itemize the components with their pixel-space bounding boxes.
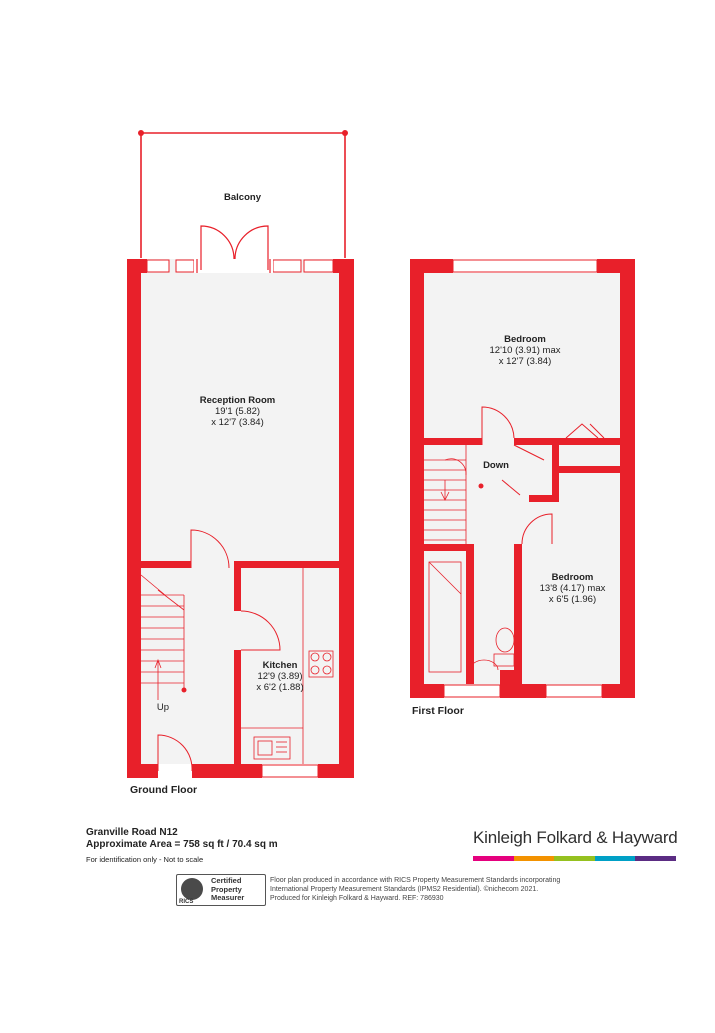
first-floor-plan bbox=[410, 259, 635, 698]
kitchen-dim2: x 6'2 (1.88) bbox=[256, 682, 304, 693]
property-info bbox=[86, 827, 278, 866]
disclaimer-line1: Floor plan produced in accordance with RICS Property Measurement Standards incorporating bbox=[270, 877, 561, 884]
stairs-down-text: Down bbox=[483, 460, 509, 471]
badge-line2: Property bbox=[211, 884, 242, 894]
balcony-name: Balcony bbox=[224, 192, 261, 203]
rics-logo-icon bbox=[181, 878, 203, 900]
reception-room-dim2: x 12'7 (3.84) bbox=[211, 417, 264, 428]
reception-room-name: Reception Room bbox=[199, 395, 276, 406]
bedroom1-dim1: 12'10 (3.91) max bbox=[489, 345, 561, 356]
scale-note: For identification only - Not to scale bbox=[86, 855, 204, 864]
first-floor-label: First Floor bbox=[412, 705, 464, 717]
rics-badge-text bbox=[211, 877, 244, 903]
brand-bar-segment bbox=[473, 856, 514, 861]
brand-bar-segment bbox=[635, 856, 676, 861]
kitchen-name: Kitchen bbox=[262, 660, 298, 671]
badge-line1: Certified bbox=[211, 876, 242, 885]
property-address: Granville Road N12 bbox=[86, 827, 178, 838]
rics-logo-text: RICS bbox=[179, 899, 194, 905]
reception-room-dim1: 19'1 (5.82) bbox=[214, 406, 261, 417]
brand-color-bar bbox=[473, 856, 676, 861]
balcony-french-doors bbox=[194, 226, 273, 273]
property-area: Approximate Area = 758 sq ft / 70.4 sq m bbox=[86, 839, 278, 850]
agent-brand-name: Kinleigh Folkard & Hayward bbox=[473, 828, 678, 847]
bedroom2-label bbox=[525, 572, 620, 605]
badge-line3: Measurer bbox=[211, 893, 245, 902]
stairs-up-text: Up bbox=[156, 702, 170, 713]
ground-floor-label: Ground Floor bbox=[130, 784, 198, 796]
brand-bar-segment bbox=[595, 856, 636, 861]
brand-bar-segment bbox=[514, 856, 555, 861]
bedroom2-name: Bedroom bbox=[551, 572, 594, 583]
bedroom2-dim2: x 6'5 (1.96) bbox=[548, 594, 597, 605]
measurement-disclaimer bbox=[270, 876, 590, 903]
bedroom1-dim2: x 12'7 (3.84) bbox=[498, 356, 552, 367]
disclaimer-line3: Produced for Kinleigh Folkard & Hayward. REF: 786930 bbox=[270, 895, 444, 902]
rics-certified-badge bbox=[176, 874, 266, 906]
bedroom2-dim1: 13'8 (4.17) max bbox=[539, 583, 606, 594]
bedroom1-name: Bedroom bbox=[504, 334, 546, 345]
reception-room-label bbox=[180, 395, 295, 428]
bedroom1-label bbox=[465, 334, 585, 367]
kitchen-label bbox=[240, 660, 320, 693]
stairs-down-label bbox=[480, 460, 512, 471]
brand-bar-segment bbox=[554, 856, 595, 861]
kitchen-dim1: 12'9 (3.89) bbox=[257, 671, 303, 682]
stairs-up-label bbox=[148, 702, 178, 713]
disclaimer-line2: International Property Measurement Standards (IPMS2 Residential). ©nichecom 2021. bbox=[270, 886, 539, 893]
balcony-label bbox=[200, 192, 285, 203]
